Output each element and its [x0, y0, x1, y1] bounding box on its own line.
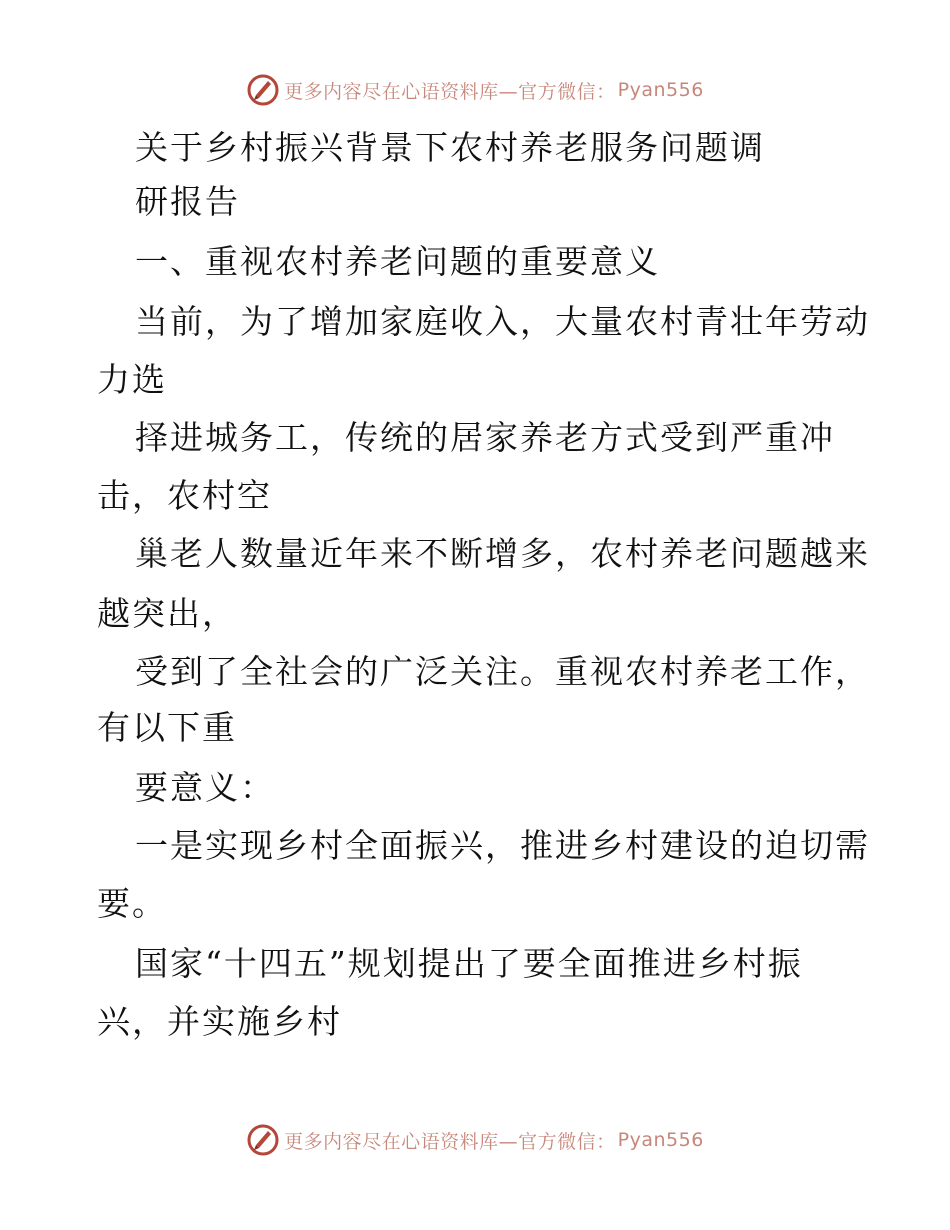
- text-line: 力选: [97, 360, 167, 399]
- header-watermark: [0, 72, 950, 108]
- watermark-text: 更多内容尽在心语资料库—官方微信：: [284, 1130, 616, 1153]
- text-line: 国家“十四五”规划提出了要全面推进乡村振: [135, 944, 803, 983]
- text-line: 一是实现乡村全面振兴，推进乡村建设的迫切需: [135, 826, 870, 865]
- text-line: 当前，为了增加家庭收入，大量农村青壮年劳动: [135, 302, 870, 341]
- logo-icon: [246, 73, 280, 107]
- text-line: 有以下重: [97, 708, 237, 747]
- text-line: 兴，并实施乡村: [97, 1002, 342, 1041]
- text-line: 研报告: [135, 182, 240, 221]
- logo-icon: [246, 1123, 280, 1157]
- text-line: 越突出，: [97, 594, 237, 633]
- watermark-id: Pyan556: [617, 1129, 704, 1151]
- footer-watermark: [0, 1122, 950, 1158]
- text-line: 击，农村空: [97, 476, 272, 515]
- watermark-id: Pyan556: [617, 79, 704, 101]
- text-line: 受到了全社会的广泛关注。重视农村养老工作，: [135, 652, 870, 691]
- text-line: 择进城务工，传统的居家养老方式受到严重冲: [135, 418, 835, 457]
- section-heading: 一、重视农村养老问题的重要意义: [135, 242, 660, 281]
- watermark-text: 更多内容尽在心语资料库—官方微信：: [284, 80, 616, 103]
- text-line: 巢老人数量近年来不断增多，农村养老问题越来: [135, 534, 870, 573]
- text-line: 要意义：: [135, 768, 275, 807]
- text-line: 要。: [97, 884, 167, 923]
- text-line: 关于乡村振兴背景下农村养老服务问题调: [135, 128, 765, 167]
